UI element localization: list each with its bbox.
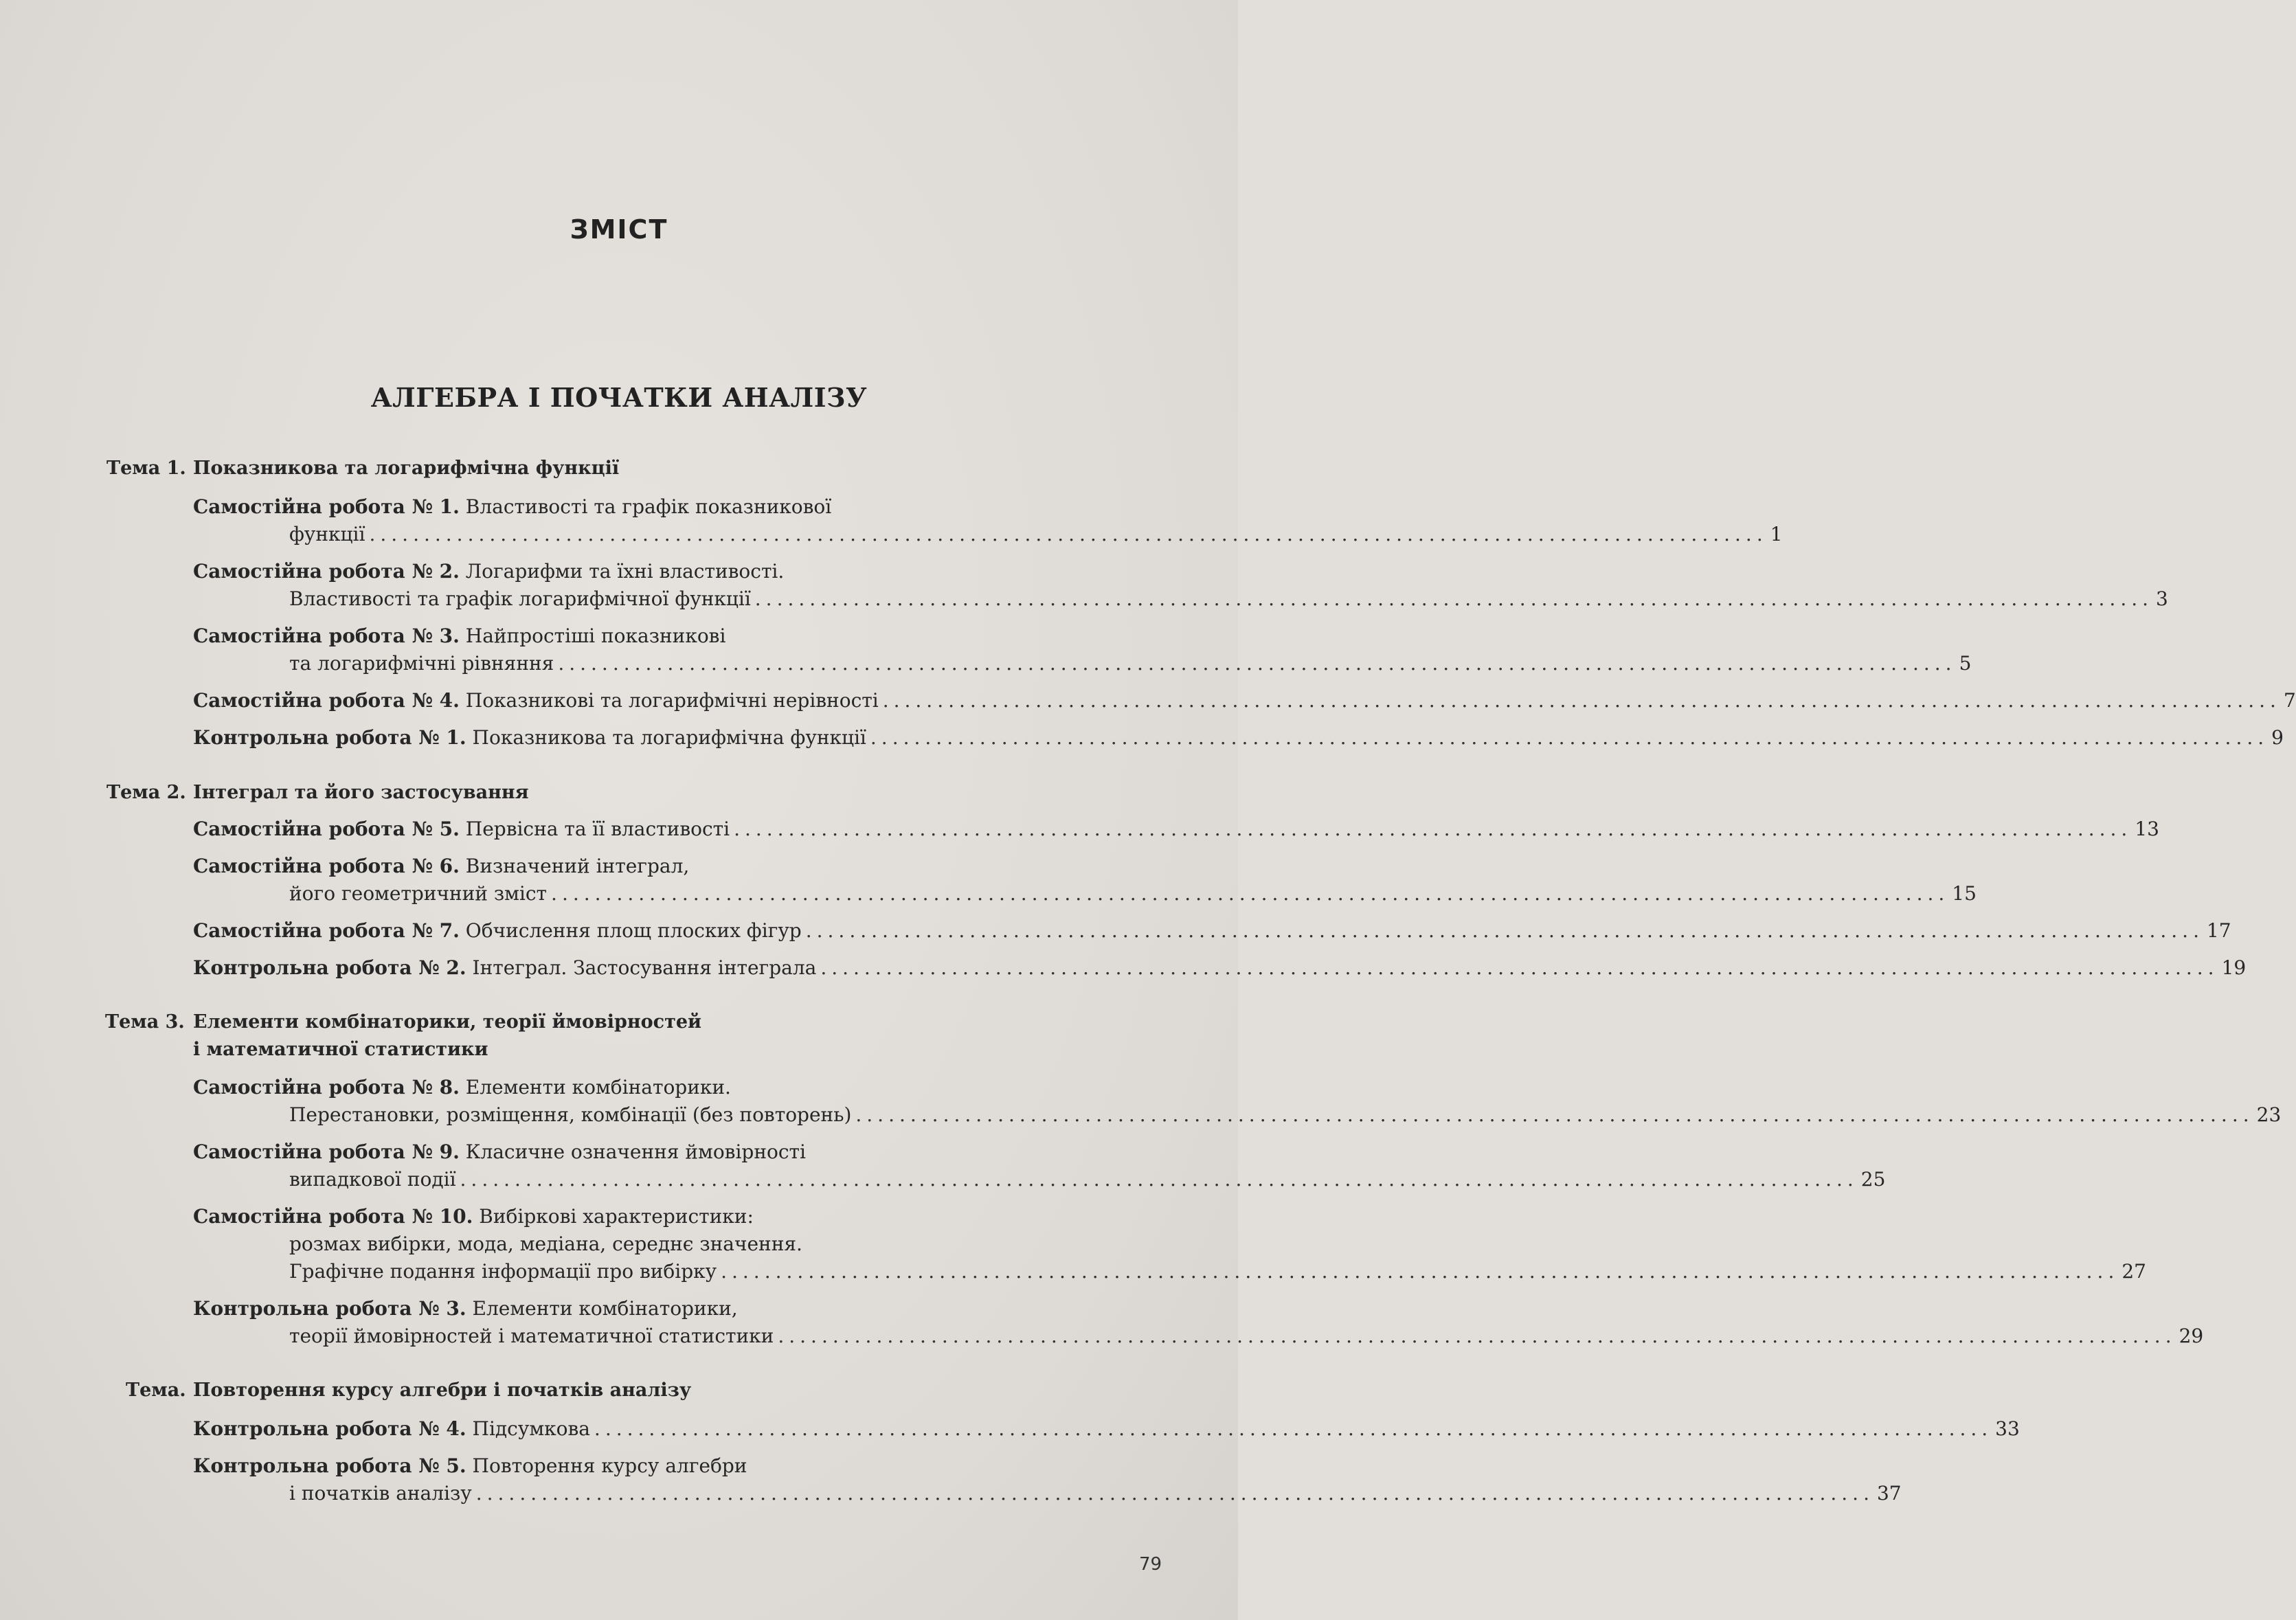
entry-title-last: і початків аналізу (289, 1482, 472, 1505)
toc-entry[interactable] (193, 917, 2231, 945)
toc-entry[interactable] (193, 687, 2296, 715)
topic-title-line2: і математичної статистики (193, 1039, 488, 1060)
topic-label: Тема 2. (106, 782, 186, 803)
entry-page: 17 (2206, 919, 2231, 942)
topic-label: Тема 1. (106, 458, 186, 479)
entry-kind: Контрольна робота № 5. (193, 1454, 466, 1477)
toc-entry[interactable] (193, 1295, 2204, 1350)
section-heading: АЛГЕБРА І ПОЧАТКИ АНАЛІЗУ (370, 382, 868, 413)
entry-kind: Самостійна робота № 10. (193, 1205, 473, 1228)
entry-title-last: Графічне подання інформації про вибірку (289, 1260, 717, 1283)
toc-entry[interactable] (193, 1138, 1886, 1193)
entry-title: Логарифми та їхні властивості. (465, 560, 785, 583)
toc-entry[interactable] (193, 1415, 2020, 1443)
entry-kind: Самостійна робота № 7. (193, 919, 460, 942)
entry-page: 37 (1876, 1482, 1902, 1505)
entry-kind: Контрольна робота № 1. (193, 726, 466, 749)
leader-dots: ................................................................................................................................ (870, 726, 2269, 749)
entry-title: Повторення курсу алгебри (472, 1454, 747, 1477)
entry-title-last: Первісна та її властивості (465, 818, 730, 840)
entry-page: 27 (2121, 1260, 2146, 1283)
leader-dots: ................................................................................................................................ (778, 1325, 2176, 1347)
entry-page: 25 (1860, 1168, 1886, 1191)
entry-kind: Самостійна робота № 8. (193, 1076, 460, 1099)
leader-dots: ................................................................................................................................ (475, 1482, 1874, 1505)
toc-entry[interactable] (193, 853, 1977, 908)
entry-title: Вибіркові характеристики: (479, 1205, 754, 1228)
leader-dots: ................................................................................................................................ (754, 587, 2154, 610)
leader-dots: ................................................................................................................................ (594, 1417, 1993, 1440)
leader-dots: ................................................................................................................................ (734, 818, 2132, 840)
entry-page: 1 (1770, 523, 1783, 545)
entry-kind: Контрольна робота № 4. (193, 1417, 466, 1440)
entry-kind: Контрольна робота № 2. (193, 956, 466, 979)
topic-label: Тема 3. (105, 1011, 185, 1033)
leader-dots: ................................................................................................................................ (882, 689, 2281, 712)
entry-title: Елементи комбінаторики, (472, 1297, 738, 1320)
topic-title: Елементи комбінаторики, теорії ймовірностей (193, 1011, 702, 1033)
entry-page: 9 (2271, 726, 2284, 749)
entry-page: 19 (2221, 956, 2247, 979)
entry-kind: Самостійна робота № 2. (193, 560, 460, 583)
entry-page: 5 (1959, 652, 1972, 675)
entry-kind: Самостійна робота № 6. (193, 855, 460, 877)
entry-title-last: Показникові та логарифмічні нерівності (465, 689, 879, 712)
topic-title: Повторення курсу алгебри і початків аналізу (193, 1380, 692, 1401)
entry-page: 33 (1995, 1417, 2020, 1440)
entry-title-last: Перестановки, розміщення, комбінації (без повторень) (289, 1103, 852, 1126)
toc-entry[interactable] (193, 622, 1972, 677)
leader-dots: ................................................................................................................................ (855, 1103, 2254, 1126)
toc-entry[interactable] (193, 724, 2284, 752)
entry-kind: Самостійна робота № 9. (193, 1140, 460, 1163)
entry-title-last: та логарифмічні рівняння (289, 652, 554, 675)
entry-title-cont: розмах вибірки, мода, медіана, середнє значення. (289, 1233, 802, 1255)
entry-title-last: теорії ймовірностей і математичної статистики (289, 1325, 774, 1347)
entry-kind: Самостійна робота № 4. (193, 689, 460, 712)
entry-kind: Самостійна робота № 3. (193, 625, 460, 647)
entry-page: 3 (2156, 587, 2168, 610)
topic-label: Тема. (126, 1380, 186, 1401)
entry-title-last: функції (289, 523, 365, 545)
toc-entry[interactable] (193, 815, 2159, 843)
leader-dots: ................................................................................................................................ (369, 523, 1768, 545)
leader-dots: ................................................................................................................................ (460, 1168, 1858, 1191)
toc-entry[interactable] (193, 954, 2247, 982)
entry-title: Найпростіші показникові (465, 625, 726, 647)
entry-title-last: його геометричний зміст (289, 882, 548, 905)
toc-entry[interactable] (193, 1452, 1902, 1507)
entry-title: Елементи комбінаторики. (465, 1076, 731, 1099)
toc-entry[interactable] (193, 493, 1783, 548)
toc-entry[interactable] (193, 1203, 2146, 1285)
topic-title: Інтеграл та його застосування (193, 782, 529, 803)
entry-title-last: Обчислення площ плоских фігур (465, 919, 802, 942)
entry-page: 15 (1952, 882, 1977, 905)
entry-kind: Самостійна робота № 5. (193, 818, 460, 840)
leader-dots: ................................................................................................................................ (820, 956, 2219, 979)
toc-entry[interactable] (193, 558, 2168, 613)
entry-title: Визначений інтеграл, (465, 855, 690, 877)
entry-title-last: Властивості та графік логарифмічної функції (289, 587, 751, 610)
entry-title: Класичне означення ймовірності (465, 1140, 806, 1163)
entry-kind: Контрольна робота № 3. (193, 1297, 466, 1320)
leader-dots: ................................................................................................................................ (805, 919, 2204, 942)
entry-title: Властивості та графік показникової (465, 495, 832, 518)
entry-page: 23 (2256, 1103, 2282, 1126)
topic-title: Показникова та логарифмічна функції (193, 458, 620, 479)
entry-title-last: випадкової події (289, 1168, 456, 1191)
entry-title-last: Інтеграл. Застосування інтеграла (472, 956, 817, 979)
entry-kind: Самостійна робота № 1. (193, 495, 460, 518)
leader-dots: ................................................................................................................................ (558, 652, 1957, 675)
toc-entry[interactable] (193, 1074, 2282, 1129)
entry-title-last: Підсумкова (472, 1417, 590, 1440)
entry-page: 29 (2179, 1325, 2204, 1347)
entry-title-last: Показникова та логарифмічна функції (472, 726, 866, 749)
leader-dots: ................................................................................................................................ (551, 882, 1950, 905)
page-number: 79 (1139, 1554, 1162, 1575)
entry-page: 7 (2283, 689, 2296, 712)
entry-page: 13 (2135, 818, 2159, 840)
page-title: ЗМІСТ (570, 214, 668, 245)
leader-dots: ................................................................................................................................ (721, 1260, 2119, 1283)
